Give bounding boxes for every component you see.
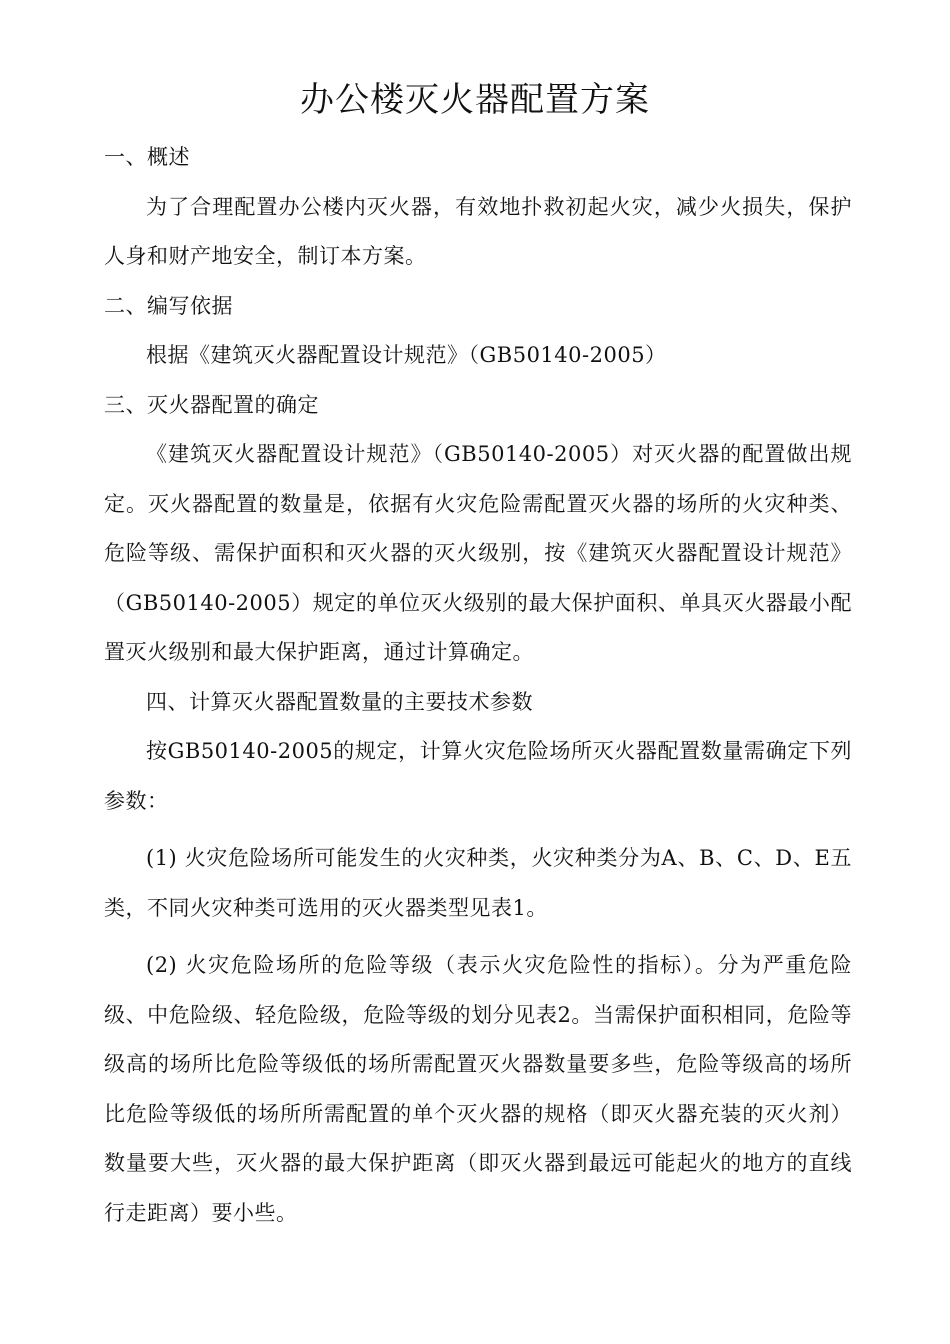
paragraph-fire-types: (1) 火灾危险场所可能发生的火灾种类，火灾种类分为A、B、C、D、E五类，不同火灾种类可选用的灭火器类型见表1。 [104, 846, 852, 920]
document-title: 办公楼灭火器配置方案 [300, 80, 650, 120]
paragraph-basis: 根据《建筑灭火器配置设计规范》（GB50140-2005） [146, 343, 667, 367]
section-heading-configuration: 三、灭火器配置的确定 [104, 392, 319, 417]
section-heading-overview: 一、概述 [104, 145, 190, 169]
section-heading-basis: 二、编写依据 [104, 293, 233, 318]
paragraph-parameters: 按GB50140-2005的规定，计算火灾危险场所灭火器配置数量需确定下列参数： [104, 739, 852, 813]
section-heading-parameters: 四、计算灭火器配置数量的主要技术参数 [146, 689, 533, 714]
paragraph-overview: 为了合理配置办公楼内灭火器，有效地扑救初起火灾，减少火损失，保护人身和财产地安全，制订本方案。 [104, 194, 852, 268]
paragraph-configuration: 《建筑灭火器配置设计规范》（GB50140-2005）对灭火器的配置做出规定。灭火器配置的数量是，依据有火灾危险需配置灭火器的场所的火灾种类、危险等级、需保护面积和灭火器的灭火级别，按《建筑灭火器配置设计规范》（GB50140-2005）规定的单位灭火级别的最大保护面积、单具灭火器最小配置灭火级别和最大保护距离，通过计算确定。 [104, 442, 852, 664]
document-body [104, 133, 852, 1238]
paragraph-hazard-levels: (2) 火灾危险场所的危险等级（表示火灾危险性的指标）。分为严重危险级、中危险级、轻危险级，危险等级的划分见表2。当需保护面积相同，危险等级高的场所比危险等级低的场所需配置灭火器数量要多些，危险等级高的场所比危险等级低的场所所需配置的单个灭火器的规格（即灭火器充装的灭火剂）数量要大些，灭火器的最大保护距离（即灭火器到最远可能起火的地方的直线行走距离）要小些。 [104, 953, 852, 1225]
